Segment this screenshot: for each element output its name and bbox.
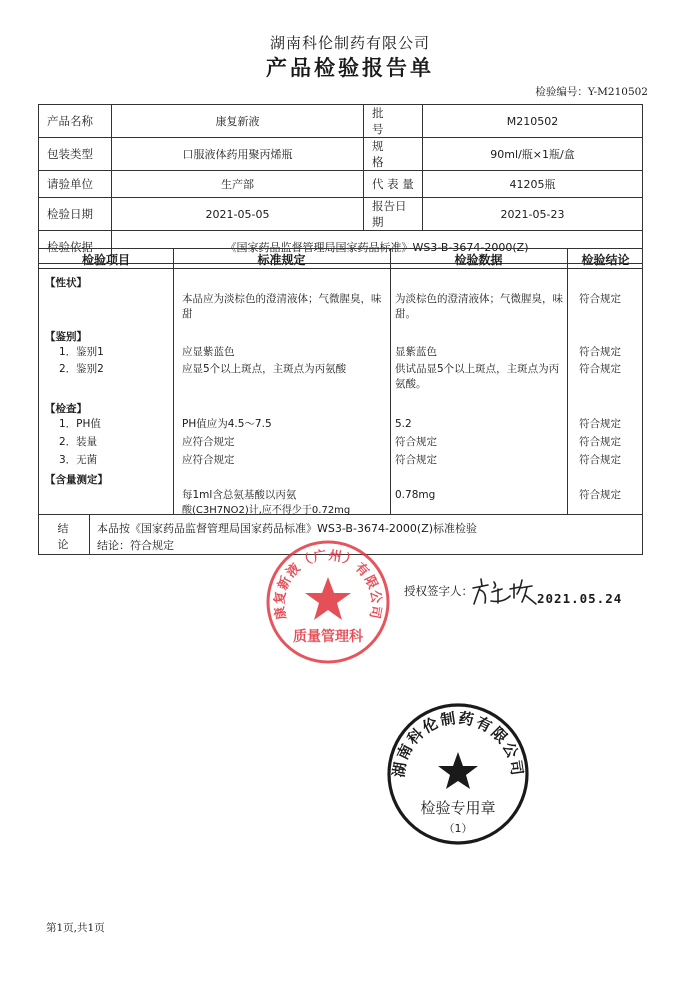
report-title: 产品检验报告单 [266, 56, 434, 80]
test-date-label: 检验日期 [39, 198, 112, 231]
conclusion-label: 结 论 [57, 522, 69, 551]
id2-standard: 应显5个以上斑点，主斑点为丙氨酸 [182, 363, 347, 375]
results-table [38, 248, 643, 515]
section-check: 【检查】 [45, 403, 87, 415]
sterile-standard: 应符合规定 [182, 454, 235, 466]
sterile-result: 符合规定 [579, 454, 621, 466]
conclusion-line2: 结论：符合规定 [97, 539, 174, 552]
ph-data: 5.2 [395, 418, 412, 430]
section-appearance: 【性状】 [45, 277, 87, 289]
sample-label: 代 表 量 [364, 171, 423, 198]
id1-data: 显紫蓝色 [395, 346, 437, 358]
package-value: 口服液体药用聚丙烯瓶 [112, 138, 364, 171]
id1-item: 1．鉴别1 [59, 346, 104, 358]
product-name: 康复新液 [112, 105, 364, 138]
sterile-data: 符合规定 [395, 454, 437, 466]
unit-label: 请验单位 [39, 171, 112, 198]
inspection-seal-dept: 检验专用章 [420, 799, 496, 817]
section-assay: 【含量测定】 [45, 474, 108, 486]
test-date: 2021-05-05 [112, 198, 364, 231]
signatory-label: 授权签字人： [404, 584, 473, 598]
signature-date: 2021.05.24 [537, 591, 623, 606]
batch-label: 批 号 [364, 105, 423, 138]
assay-standard-line1: 每1ml含总氨基酸以丙氨 [182, 489, 297, 501]
report-number: 检验编号：Y-M210502 [535, 86, 648, 98]
red-seal-text: 康复新液（广州）有限公司 [272, 548, 384, 621]
ph-standard: PH值应为4.5～7.5 [182, 418, 272, 430]
conclusion-line1: 本品按《国家药品监督管理局国家药品标准》WS3-B-3674-2000(Z)标准检验 [97, 522, 478, 535]
spec-label: 规 格 [364, 138, 423, 171]
assay-result: 符合规定 [579, 489, 621, 501]
id2-item: 2．鉴别2 [59, 363, 104, 375]
sterile-item: 3．无菌 [59, 454, 98, 466]
fill-item: 2．装量 [59, 436, 98, 448]
assay-data: 0.78mg [395, 489, 436, 501]
col-item: 检验项目 [81, 253, 130, 267]
appearance-result: 符合规定 [579, 293, 621, 305]
id1-result: 符合规定 [579, 346, 621, 358]
section-identification: 【鉴别】 [45, 331, 87, 343]
fill-standard: 应符合规定 [182, 436, 235, 448]
id1-standard: 应显紫蓝色 [182, 346, 235, 358]
inspection-seal-text: 湖南科伦制药有限公司 [389, 708, 527, 779]
fill-result: 符合规定 [579, 436, 621, 448]
red-star-icon [305, 577, 351, 620]
black-star-icon [438, 752, 478, 789]
info-table [38, 104, 643, 264]
ph-result: 符合规定 [579, 418, 621, 430]
results-header [39, 249, 642, 269]
col-conclusion: 检验结论 [581, 253, 630, 267]
page-footer: 第1页,共1页 [46, 922, 105, 934]
product-name-label: 产品名称 [39, 105, 112, 138]
fill-data: 符合规定 [395, 436, 437, 448]
batch-value: M210502 [423, 105, 643, 138]
appearance-data: 为淡棕色的澄清液体；气微腥臭，味甜。 [395, 293, 563, 320]
id2-data: 供试品显5个以上斑点，主斑点为丙氨酸。 [395, 363, 560, 390]
spec-value: 90ml/瓶×1瓶/盒 [423, 138, 643, 171]
id2-result: 符合规定 [579, 363, 621, 375]
handwritten-signature [470, 574, 540, 608]
basis-label: 检验依据 [39, 231, 112, 264]
col-data: 检验数据 [454, 253, 503, 267]
red-seal-dept: 质量管理科 [293, 629, 363, 645]
ph-item: 1．PH值 [59, 418, 101, 430]
report-date-label: 报告日期 [364, 198, 423, 231]
appearance-standard: 本品应为淡棕色的澄清液体；气微腥臭，味甜 [182, 293, 382, 320]
inspection-seal [384, 700, 532, 848]
col-standard: 标准规定 [257, 253, 306, 267]
company-name: 湖南科伦制药有限公司 [269, 34, 430, 52]
package-label: 包装类型 [39, 138, 112, 171]
basis-value: 《国家药品监督管理局国家药品标准》WS3-B-3674-2000(Z) [112, 231, 643, 264]
assay-standard-line2: 酸(C3H7NO2)计,应不得少于0.72mg [182, 505, 351, 516]
unit-value: 生产部 [112, 171, 364, 198]
red-seal [263, 537, 393, 667]
report-date: 2021-05-23 [423, 198, 643, 231]
sample-value: 41205瓶 [423, 171, 643, 198]
inspection-seal-number: （1） [443, 822, 473, 835]
